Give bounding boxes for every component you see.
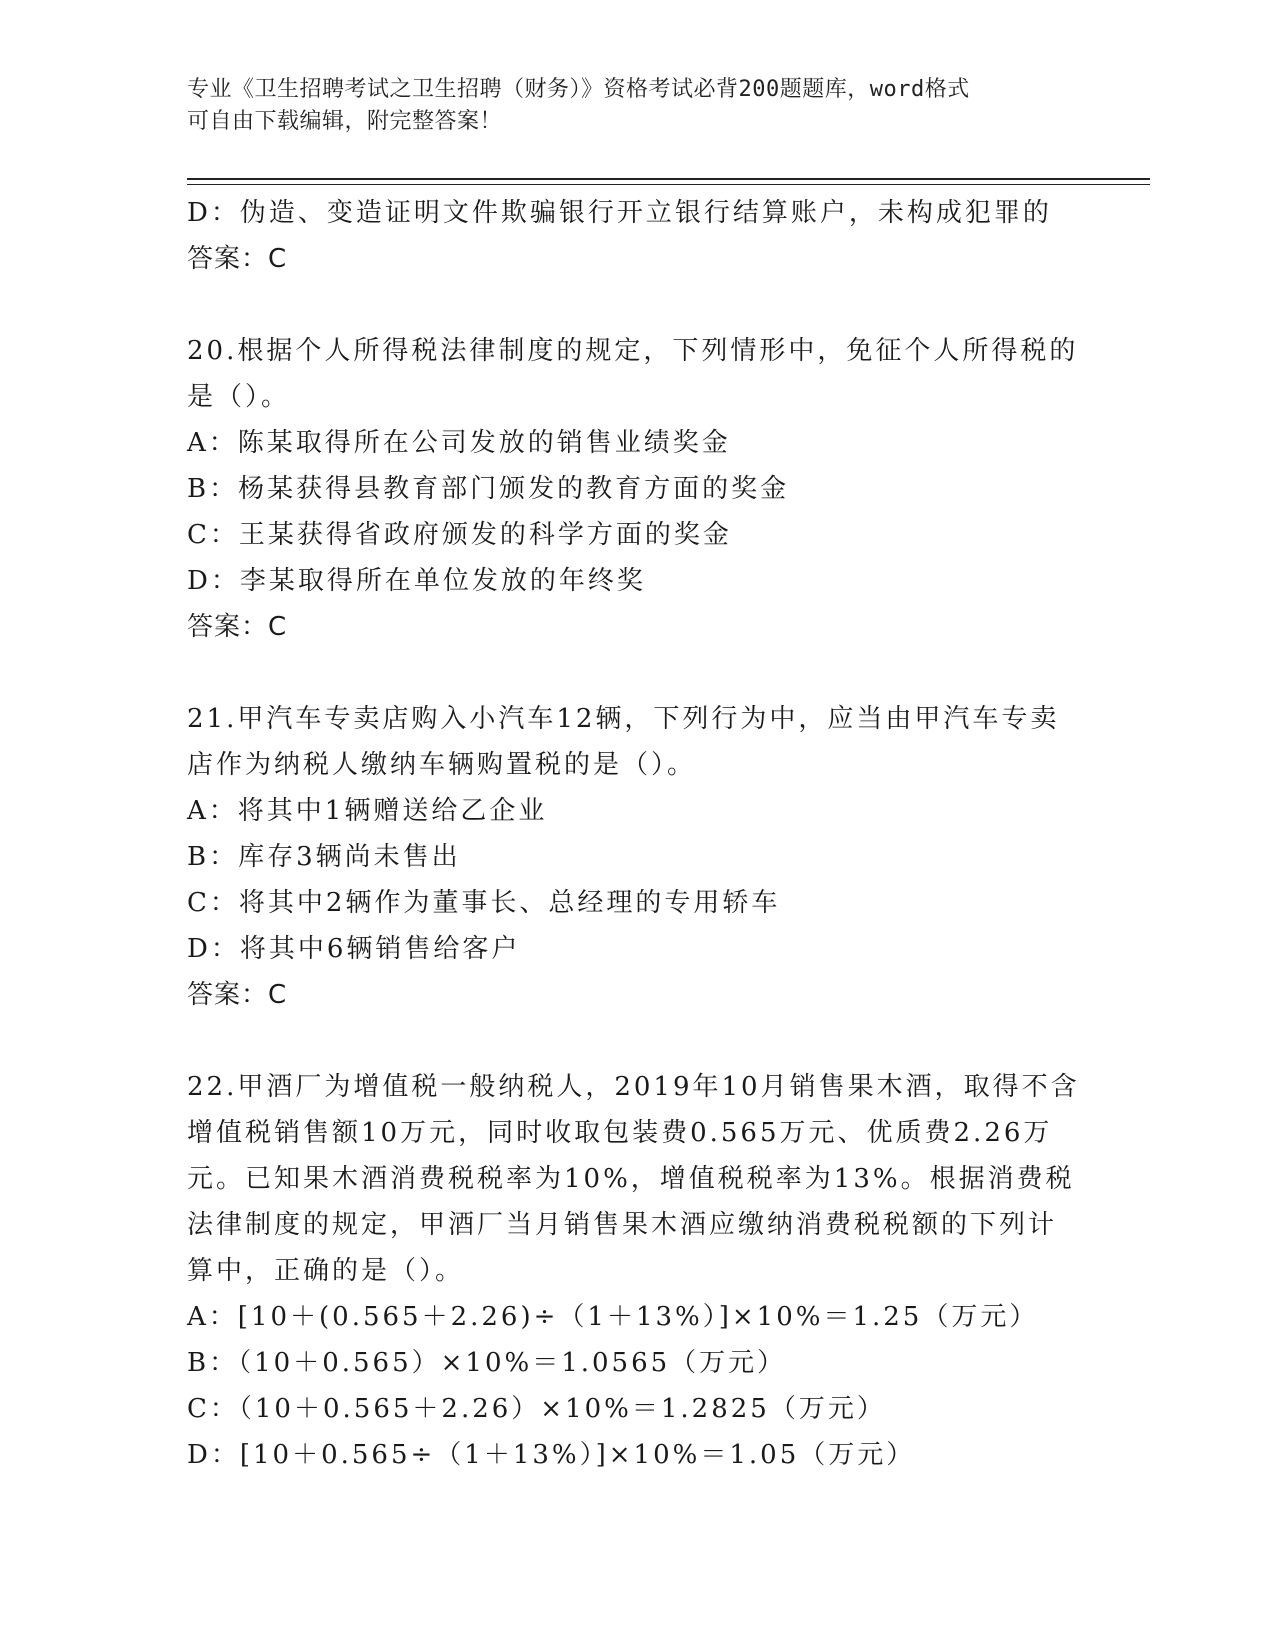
question-stem: 是（）。 (187, 382, 291, 412)
option-c: C：（10＋0.565＋2.26）×10%＝1.2825（万元） (187, 1394, 886, 1424)
question-stem: 元。已知果木酒消费税税率为10%，增值税税率为13%。根据消费税 (187, 1164, 1075, 1194)
option-d: D：将其中6辆销售给客户 (187, 934, 521, 964)
question-stem: 算中，正确的是（）。 (187, 1256, 465, 1286)
question-stem: 店作为纳税人缴纳车辆购置税的是（）。 (187, 750, 697, 780)
option-c: C：王某获得省政府颁发的科学方面的奖金 (187, 520, 732, 550)
option-a: A：[10＋(0.565＋2.26)÷（1＋13%）]×10%＝1.25（万元） (187, 1302, 1039, 1332)
option-d: D：[10＋0.565÷（1＋13%）]×10%＝1.05（万元） (187, 1440, 916, 1470)
document-body (187, 190, 1087, 1478)
page-header (187, 74, 1077, 138)
question-22 (187, 1064, 1087, 1478)
option-d: D：伪造、变造证明文件欺骗银行开立银行结算账户，未构成犯罪的 (187, 198, 1052, 228)
question-20 (187, 328, 1087, 650)
option-a: A：将其中1辆赠送给乙企业 (187, 796, 548, 826)
question-stem: 21.甲汽车专卖店购入小汽车12辆，下列行为中，应当由甲汽车专卖 (187, 704, 1060, 734)
option-d: D：李某取得所在单位发放的年终奖 (187, 566, 646, 596)
answer: 答案：C (187, 980, 288, 1010)
option-b: B：库存3辆尚未售出 (187, 842, 461, 872)
header-rule-thick (187, 178, 1150, 180)
question-stem: 20.根据个人所得税法律制度的规定，下列情形中，免征个人所得税的 (187, 336, 1079, 366)
answer: 答案：C (187, 612, 288, 642)
header-rule-thin (187, 184, 1150, 185)
question-stem: 法律制度的规定，甲酒厂当月销售果木酒应缴纳消费税税额的下列计 (187, 1210, 1058, 1240)
answer: 答案：C (187, 244, 288, 274)
option-b: B：（10＋0.565）×10%＝1.0565（万元） (187, 1348, 787, 1378)
option-a: A：陈某取得所在公司发放的销售业绩奖金 (187, 428, 731, 458)
header-line-2: 可自由下载编辑，附完整答案！ (187, 109, 503, 134)
prev-question (187, 190, 1087, 282)
option-b: B：杨某获得县教育部门颁发的教育方面的奖金 (187, 474, 790, 504)
header-line-1: 专业《卫生招聘考试之卫生招聘（财务）》资格考试必背200题题库，word格式 (187, 77, 970, 102)
question-stem: 22.甲酒厂为增值税一般纳税人，2019年10月销售果木酒，取得不含 (187, 1072, 1080, 1102)
question-stem: 增值税销售额10万元，同时收取包装费0.565万元、优质费2.26万 (187, 1118, 1053, 1148)
question-21 (187, 696, 1087, 1018)
option-c: C：将其中2辆作为董事长、总经理的专用轿车 (187, 888, 781, 918)
